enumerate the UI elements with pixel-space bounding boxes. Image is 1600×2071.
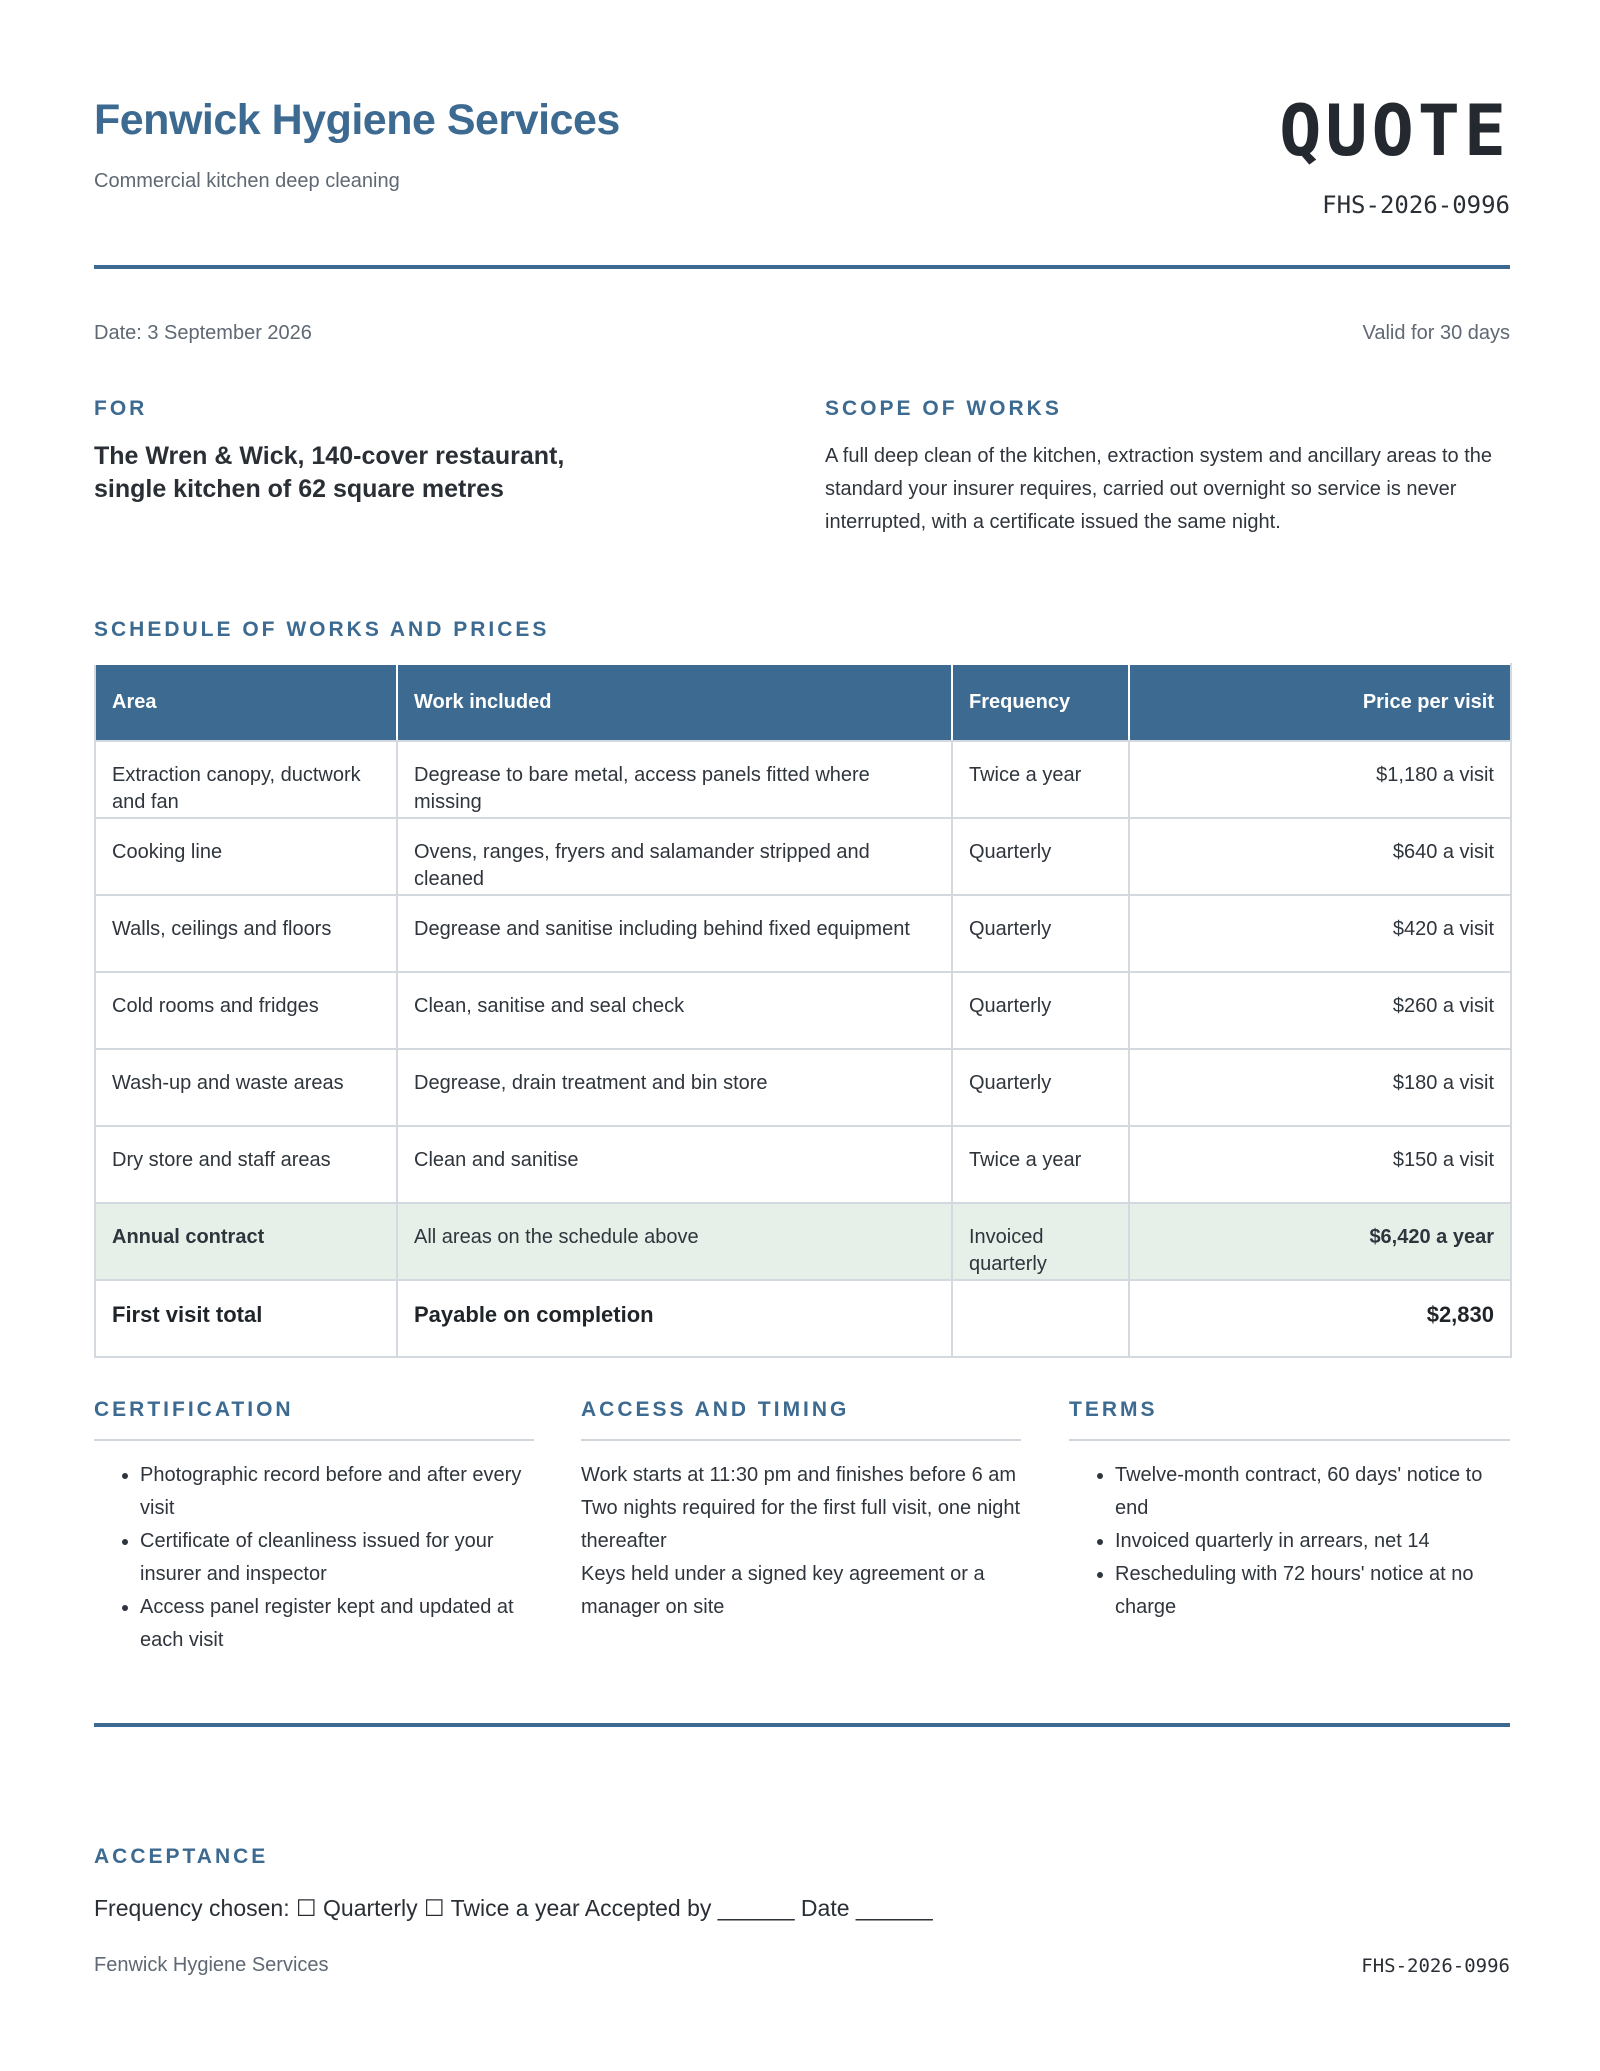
table-row: [95, 1049, 1511, 1126]
company-name: Fenwick Hygiene Services: [94, 96, 620, 144]
area-cell: Wash-up and waste areas: [95, 1049, 397, 1126]
certification-list: [94, 1459, 534, 1657]
column-header-price: Price per visit: [1129, 664, 1511, 741]
validity-period: Valid for 30 days: [1362, 322, 1510, 344]
terms-heading: TERMS: [1069, 1398, 1510, 1441]
terms-list: [1069, 1459, 1510, 1624]
access-line: Keys held under a signed key agreement or a manager on site: [581, 1563, 985, 1618]
for-heading: FOR: [94, 397, 148, 420]
list-item: • Twelve-month contract, 60 days' notice to end: [1115, 1459, 1510, 1525]
document-type: QUOTE: [1279, 90, 1510, 172]
first-visit-total-cell: $2,830: [1129, 1280, 1511, 1357]
area-cell: Cooking line: [95, 818, 397, 895]
company-tagline: Commercial kitchen deep cleaning: [94, 170, 400, 192]
table-header-row: [95, 664, 1511, 741]
scope-description: A full deep clean of the kitchen, extraction system and ancillary areas to the standard your insurer requires, carried out overnight so service is never interrupted, with a certificate issued the same night.: [825, 445, 1493, 533]
certification-heading: CERTIFICATION: [94, 1398, 534, 1441]
price-cell: $640 a visit: [1129, 818, 1511, 895]
frequency-cell: Twice a year: [952, 741, 1129, 818]
access-line: Two nights required for the first full visit, one night thereafter: [581, 1497, 1021, 1552]
frequency-cell: Quarterly: [952, 895, 1129, 972]
quote-date: Date: 3 September 2026: [94, 322, 312, 344]
frequency-cell: Quarterly: [952, 818, 1129, 895]
list-item: • Rescheduling with 72 hours' notice at no charge: [1115, 1558, 1510, 1624]
header-divider: [94, 265, 1510, 269]
access-line: Work starts at 11:30 pm and finishes before 6 am: [581, 1464, 1017, 1486]
table-row: [95, 972, 1511, 1049]
price-cell: $420 a visit: [1129, 895, 1511, 972]
area-cell: Walls, ceilings and floors: [95, 895, 397, 972]
work-cell: Clean and sanitise: [397, 1126, 952, 1203]
table-row: [95, 1126, 1511, 1203]
work-cell: Degrease to bare metal, access panels fitted where missing: [397, 741, 952, 818]
area-cell: Dry store and staff areas: [95, 1126, 397, 1203]
area-cell: Annual contract: [95, 1203, 397, 1280]
access-timing-heading: ACCESS AND TIMING: [581, 1398, 1021, 1441]
list-item: • Photographic record before and after every visit: [140, 1459, 534, 1525]
schedule-table: [94, 663, 1512, 1358]
list-item: • Certificate of cleanliness issued for your insurer and inspector: [140, 1525, 534, 1591]
access-timing-section: [581, 1398, 1021, 1624]
frequency-cell: Invoiced quarterly: [952, 1203, 1129, 1280]
column-header-work: Work included: [397, 664, 952, 741]
annual-price-cell: $6,420 a year: [1129, 1203, 1511, 1280]
work-cell: All areas on the schedule above: [397, 1203, 952, 1280]
list-item: • Invoiced quarterly in arrears, net 14: [1115, 1525, 1510, 1558]
terms-section: [1069, 1398, 1510, 1624]
frequency-cell: Quarterly: [952, 972, 1129, 1049]
work-cell: Clean, sanitise and seal check: [397, 972, 952, 1049]
footer-quote-number: FHS-2026-0996: [1361, 1955, 1510, 1977]
footer-divider: [94, 1723, 1510, 1727]
footer-company: Fenwick Hygiene Services: [94, 1954, 329, 1976]
area-cell: Extraction canopy, ductwork and fan: [95, 741, 397, 818]
acceptance-line: Frequency chosen: ☐ Quarterly ☐ Twice a year Accepted by ______ Date ______: [94, 1895, 933, 1921]
annual-contract-row: [95, 1203, 1511, 1280]
table-row: [95, 818, 1511, 895]
column-header-area: Area: [95, 664, 397, 741]
list-item: • Access panel register kept and updated at each visit: [140, 1591, 534, 1657]
price-cell: $150 a visit: [1129, 1126, 1511, 1203]
quote-page: [94, 0, 1510, 2071]
first-visit-total-row: [95, 1280, 1511, 1357]
area-cell: Cold rooms and fridges: [95, 972, 397, 1049]
area-cell: First visit total: [95, 1280, 397, 1357]
price-cell: $1,180 a visit: [1129, 741, 1511, 818]
scope-heading: SCOPE OF WORKS: [825, 397, 1062, 420]
price-cell: $180 a visit: [1129, 1049, 1511, 1126]
schedule-heading: SCHEDULE OF WORKS AND PRICES: [94, 618, 550, 641]
column-header-frequency: Frequency: [952, 664, 1129, 741]
frequency-cell: Quarterly: [952, 1049, 1129, 1126]
work-cell: Degrease, drain treatment and bin store: [397, 1049, 952, 1126]
frequency-cell: [952, 1280, 1129, 1357]
work-cell: Ovens, ranges, fryers and salamander stripped and cleaned: [397, 818, 952, 895]
table-row: [95, 741, 1511, 818]
client-description: The Wren & Wick, 140-cover restaurant, single kitchen of 62 square metres: [94, 442, 565, 503]
price-cell: $260 a visit: [1129, 972, 1511, 1049]
work-cell: Degrease and sanitise including behind fixed equipment: [397, 895, 952, 972]
quote-number: FHS-2026-0996: [1322, 191, 1510, 219]
table-row: [95, 895, 1511, 972]
frequency-cell: Twice a year: [952, 1126, 1129, 1203]
certification-section: [94, 1398, 534, 1657]
acceptance-heading: ACCEPTANCE: [94, 1845, 269, 1868]
work-cell: Payable on completion: [397, 1280, 952, 1357]
